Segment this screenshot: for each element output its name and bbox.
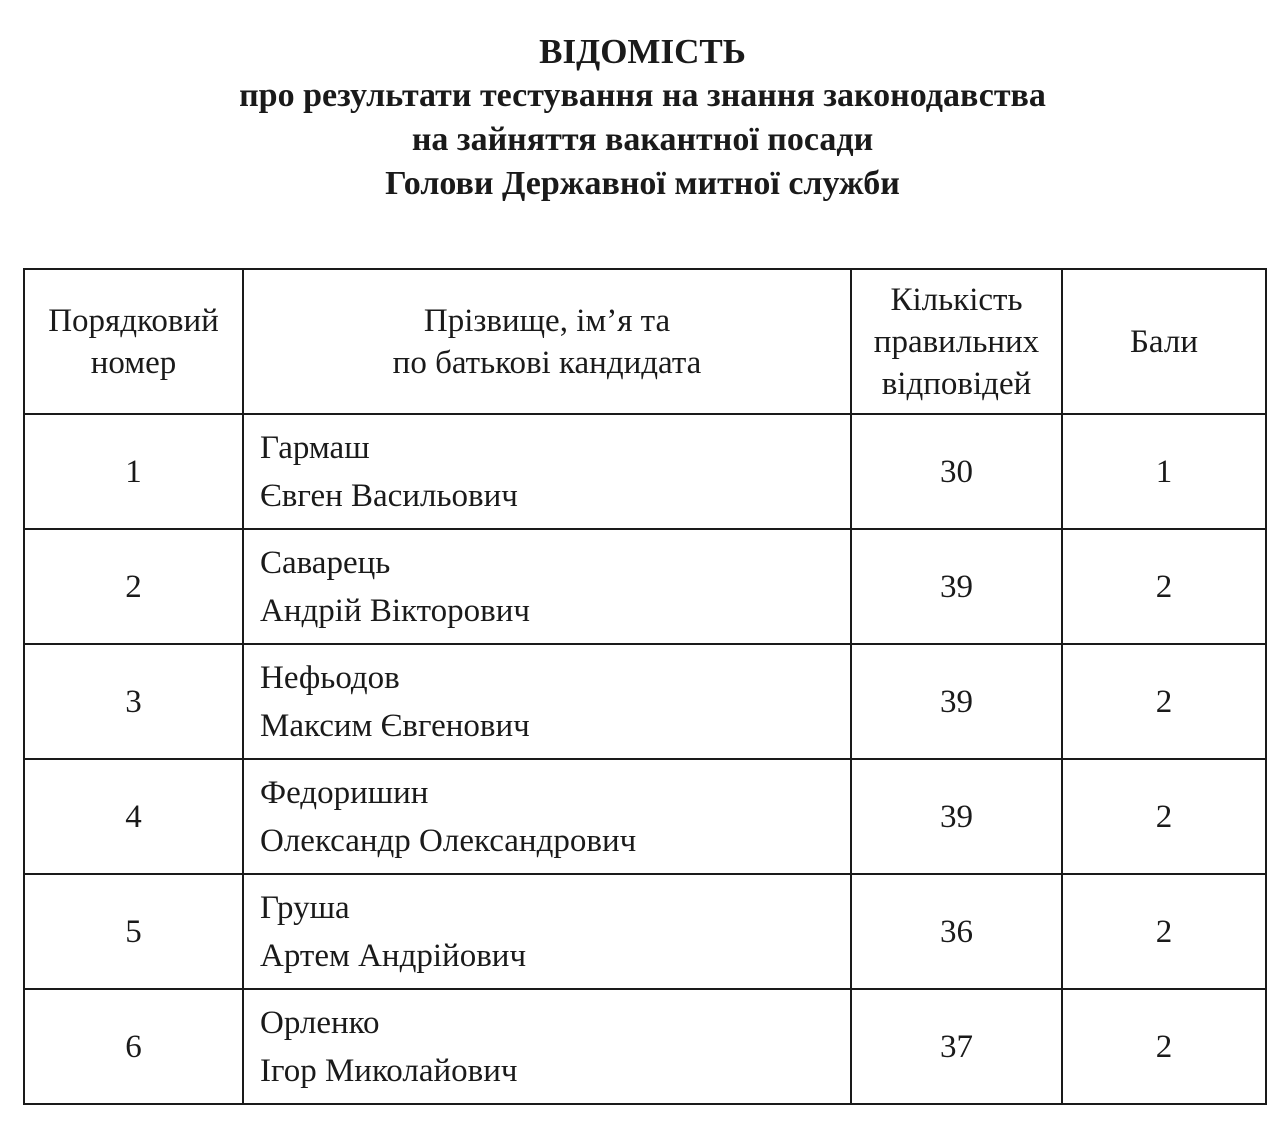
correct-answers: 39	[851, 644, 1062, 759]
correct-answers: 30	[851, 414, 1062, 529]
score: 2	[1062, 989, 1266, 1104]
score: 2	[1062, 529, 1266, 644]
row-number: 1	[24, 414, 243, 529]
candidate-name	[243, 989, 851, 1104]
score: 2	[1062, 874, 1266, 989]
document-header	[0, 30, 1285, 206]
candidate-name	[243, 759, 851, 874]
candidate-given-names: Євген Васильович	[260, 477, 518, 514]
table-row	[24, 989, 1266, 1104]
table-row	[24, 874, 1266, 989]
document-subtitle-line-2: на зайняття вакантної посади	[411, 121, 874, 158]
column-header-score: Бали	[1062, 269, 1266, 414]
row-number: 2	[24, 529, 243, 644]
candidate-given-names: Ігор Миколайович	[260, 1052, 518, 1089]
correct-answers: 36	[851, 874, 1062, 989]
row-number: 5	[24, 874, 243, 989]
score: 2	[1062, 759, 1266, 874]
correct-answers: 37	[851, 989, 1062, 1104]
correct-answers: 39	[851, 529, 1062, 644]
candidate-given-names: Артем Андрійович	[260, 937, 527, 974]
candidate-given-names: Андрій Вікторович	[260, 592, 530, 629]
candidate-name	[243, 644, 851, 759]
table-row	[24, 414, 1266, 529]
candidate-surname: Федоришин	[260, 774, 429, 811]
row-number: 4	[24, 759, 243, 874]
table-row	[24, 529, 1266, 644]
score: 2	[1062, 644, 1266, 759]
candidate-surname: Орленко	[260, 1004, 380, 1041]
document-subtitle-line-1: про результати тестування на знання законодавства	[239, 77, 1046, 114]
table-row	[24, 644, 1266, 759]
row-number: 3	[24, 644, 243, 759]
document-subtitle-line-3: Голови Державної митної служби	[385, 165, 900, 202]
candidate-name	[243, 529, 851, 644]
table-header-row	[24, 269, 1266, 414]
table-row	[24, 759, 1266, 874]
score: 1	[1062, 414, 1266, 529]
candidate-given-names: Максим Євгенович	[260, 707, 530, 744]
row-number: 6	[24, 989, 243, 1104]
candidate-given-names: Олександр Олександрович	[260, 822, 637, 859]
column-header-number: Порядковий номер	[24, 269, 243, 414]
document-title: ВІДОМІСТЬ	[539, 32, 746, 71]
results-table	[23, 268, 1267, 1105]
column-header-correct-answers: Кількість правильних відповідей	[851, 269, 1062, 414]
candidate-surname: Гармаш	[260, 429, 370, 466]
candidate-name	[243, 414, 851, 529]
candidate-name	[243, 874, 851, 989]
candidate-surname: Саварець	[260, 544, 391, 581]
correct-answers: 39	[851, 759, 1062, 874]
candidate-surname: Нефьодов	[260, 659, 400, 696]
column-header-name: Прізвище, ім’я та по батькові кандидата	[243, 269, 851, 414]
candidate-surname: Груша	[260, 889, 350, 926]
